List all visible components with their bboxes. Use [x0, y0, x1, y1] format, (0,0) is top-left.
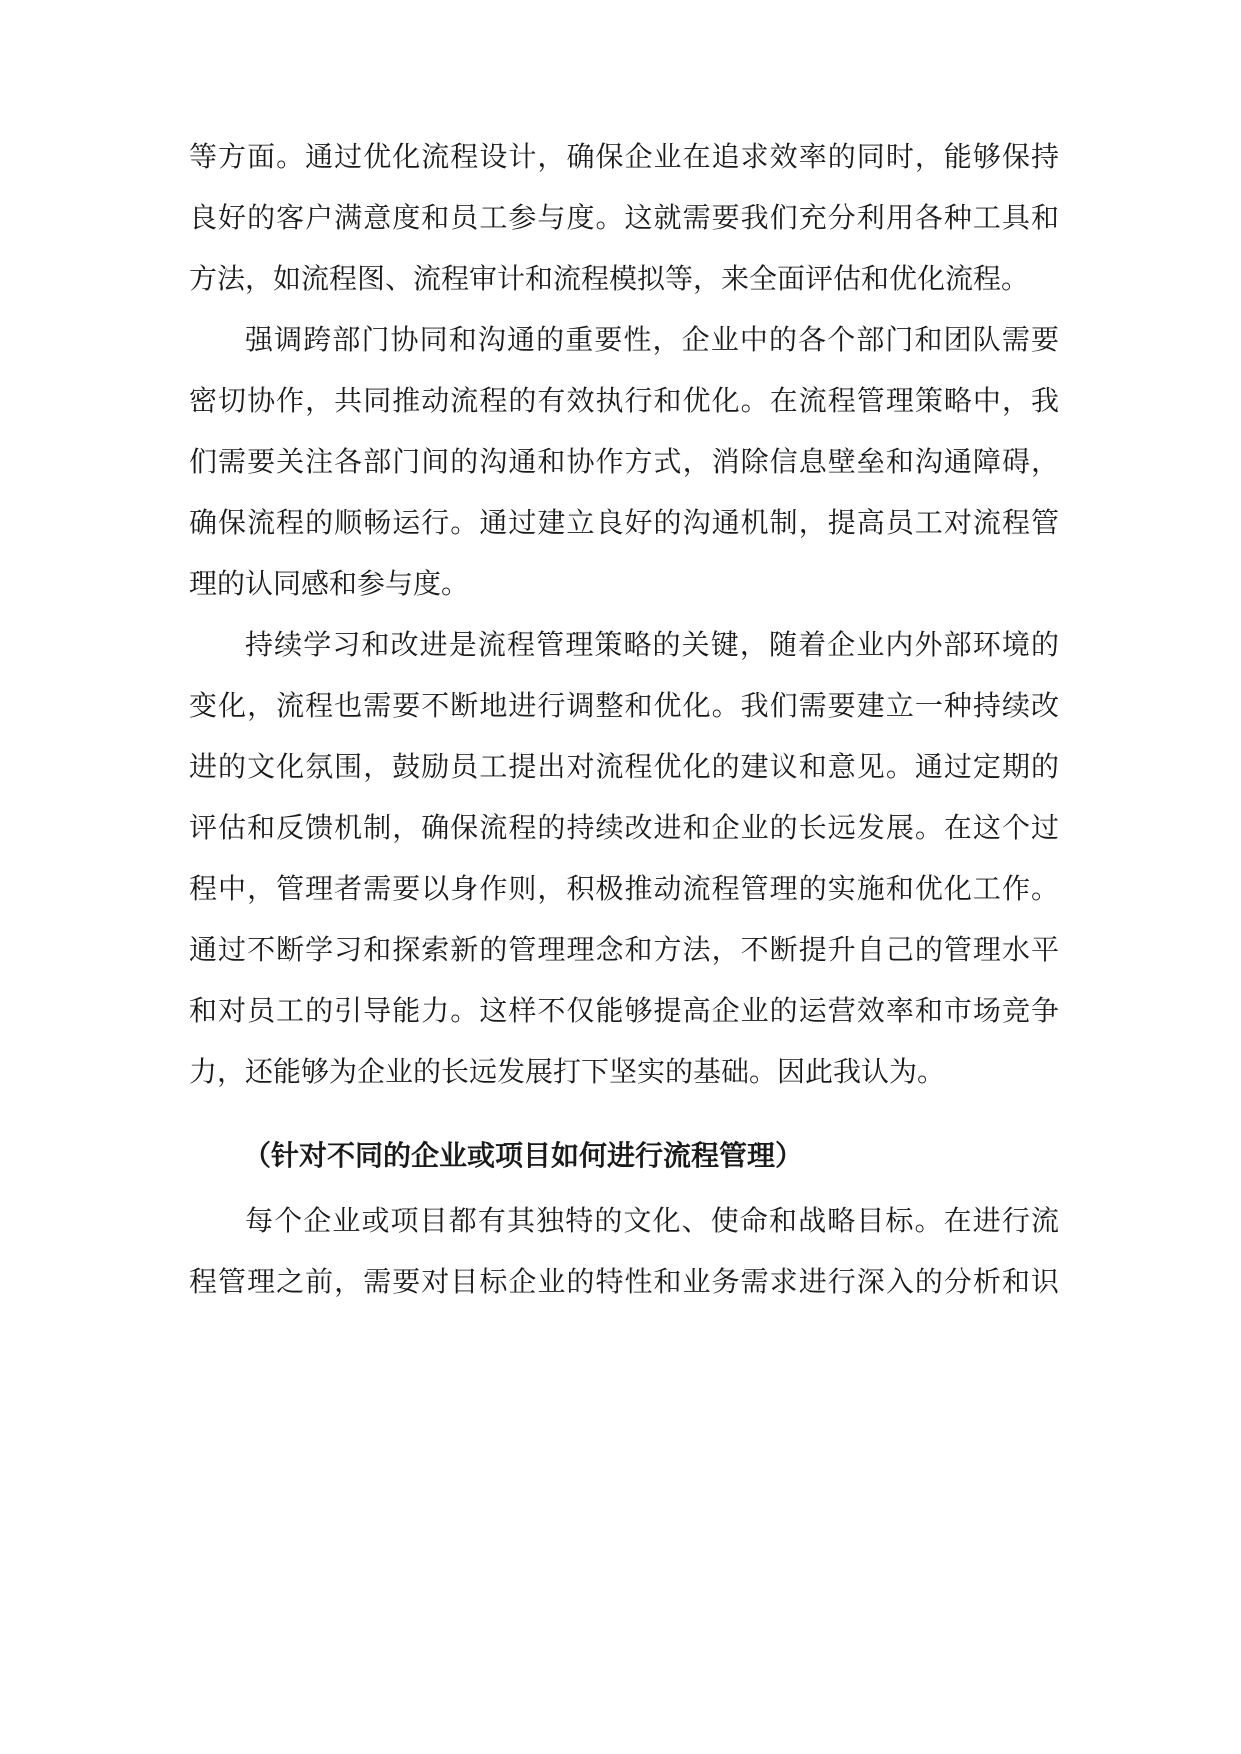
paragraph-2-line-3: 们需要关注各部门间的沟通和协作方式，消除信息壁垒和沟通障碍， [189, 445, 1059, 478]
paragraph-4-line-1: 每个企业或项目都有其独特的文化、使命和战略目标。在进行流 [245, 1204, 1059, 1237]
paragraph-1-line-3: 方法，如流程图、流程审计和流程模拟等，来全面评估和优化流程。 [189, 262, 1030, 295]
paragraph-3-line-1: 持续学习和改进是流程管理策略的关键，随着企业内外部环境的 [245, 628, 1059, 661]
paragraph-3-line-8: 力，还能够为企业的长远发展打下坚实的基础。因此我认为。 [189, 1055, 946, 1088]
paragraph-2-line-5: 理的认同感和参与度。 [189, 567, 470, 600]
paragraph-2-line-2: 密切协作，共同推动流程的有效执行和优化。在流程管理策略中，我 [189, 384, 1059, 417]
section-heading: （针对不同的企业或项目如何进行流程管理） [243, 1139, 804, 1172]
paragraph-2-line-4: 确保流程的顺畅运行。通过建立良好的沟通机制，提高员工对流程管 [189, 506, 1059, 539]
paragraph-1-line-2: 良好的客户满意度和员工参与度。这就需要我们充分利用各种工具和 [189, 201, 1059, 234]
paragraph-3-line-3: 进的文化氛围，鼓励员工提出对流程优化的建议和意见。通过定期的 [189, 750, 1059, 783]
paragraph-1-line-1: 等方面。通过优化流程设计，确保企业在追求效率的同时，能够保持 [189, 140, 1059, 173]
paragraph-3-line-2: 变化，流程也需要不断地进行调整和优化。我们需要建立一种持续改 [189, 689, 1059, 722]
paragraph-3-line-6: 通过不断学习和探索新的管理理念和方法，不断提升自己的管理水平 [189, 933, 1059, 966]
paragraph-3-line-4: 评估和反馈机制，确保流程的持续改进和企业的长远发展。在这个过 [189, 811, 1059, 844]
paragraph-3-line-7: 和对员工的引导能力。这样不仅能够提高企业的运营效率和市场竞争 [189, 994, 1059, 1027]
paragraph-2-line-1: 强调跨部门协同和沟通的重要性，企业中的各个部门和团队需要 [245, 323, 1059, 356]
paragraph-4-line-2: 程管理之前，需要对目标企业的特性和业务需求进行深入的分析和识 [189, 1265, 1059, 1298]
paragraph-3-line-5: 程中，管理者需要以身作则，积极推动流程管理的实施和优化工作。 [189, 872, 1059, 905]
